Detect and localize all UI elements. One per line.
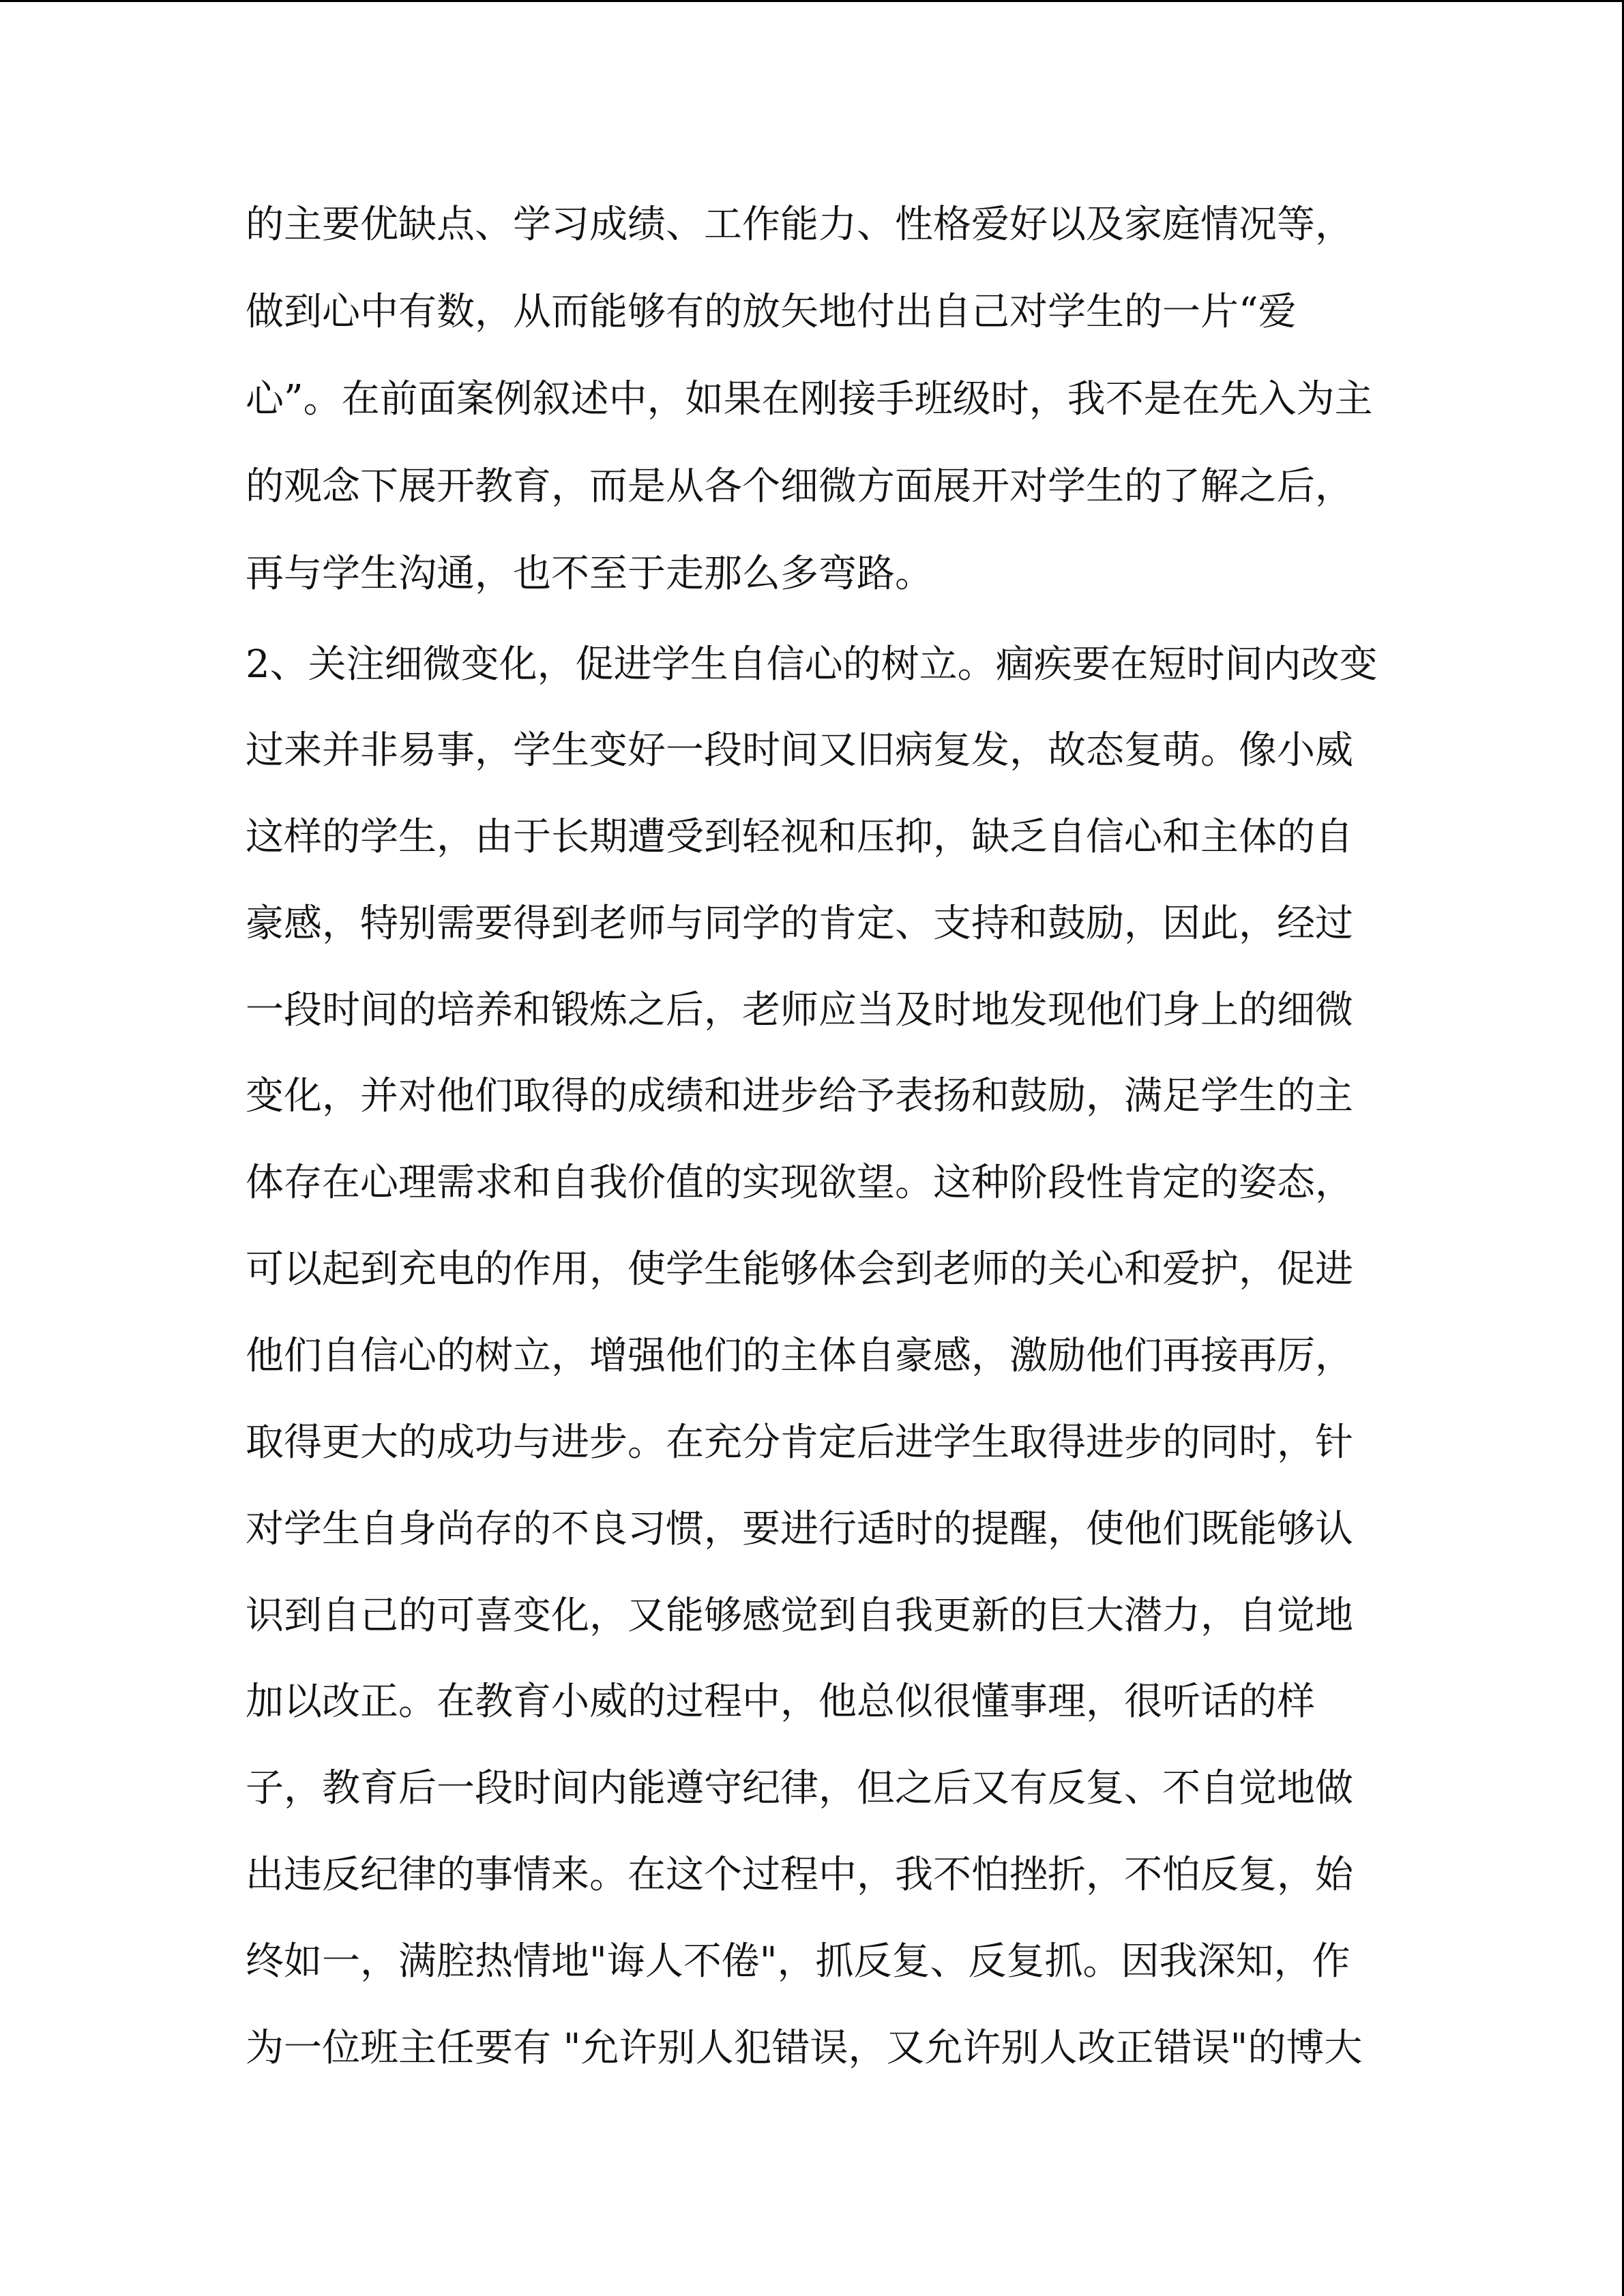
- text-line: 再与学生沟通，也不至于走那么多弯路。: [246, 552, 933, 596]
- text-line: 终如一，满腔热情地"诲人不倦"，抓反复、反复抓。因我深知，作: [246, 1939, 1350, 1984]
- text-line: 变化，并对他们取得的成绩和进步给予表扬和鼓励，满足学生的主: [246, 1074, 1353, 1118]
- text-line: 豪感，特别需要得到老师与同学的肯定、支持和鼓励，因此，经过: [246, 901, 1353, 946]
- text-line: 对学生自身尚存的不良习惯，要进行适时的提醒，使他们既能够认: [246, 1507, 1353, 1551]
- page-top-border: [0, 0, 1624, 2]
- text-line: 子，教育后一段时间内能遵守纪律，但之后又有反复、不自觉地做: [246, 1766, 1353, 1810]
- text-line: 体存在心理需求和自我价值的实现欲望。这种阶段性肯定的姿态，: [246, 1161, 1353, 1205]
- text-line: 2、关注细微变化，促进学生自信心的树立。痼疾要在短时间内改变: [246, 642, 1378, 687]
- text-line: 加以改正。在教育小威的过程中，他总似很懂事理，很听话的样: [246, 1680, 1315, 1724]
- text-line: 出违反纪律的事情来。在这个过程中，我不怕挫折，不怕反复，始: [246, 1853, 1353, 1897]
- text-line: 识到自己的可喜变化，又能够感觉到自我更新的巨大潜力，自觉地: [246, 1594, 1353, 1638]
- text-line: 过来并非易事，学生变好一段时间又旧病复发，故态复萌。像小威: [246, 728, 1353, 773]
- text-line: 为一位班主任要有 "允许别人犯错误，又允许别人改正错误"的博大: [246, 2026, 1363, 2070]
- text-line: 他们自信心的树立，增强他们的主体自豪感，激励他们再接再厉，: [246, 1334, 1353, 1378]
- text-line: 心”。在前面案例叙述中，如果在刚接手班级时，我不是在先入为主: [246, 377, 1373, 421]
- text-line: 一段时间的培养和锻炼之后，老师应当及时地发现他们身上的细微: [246, 988, 1353, 1032]
- text-line: 取得更大的成功与进步。在充分肯定后进学生取得进步的同时，针: [246, 1420, 1353, 1465]
- text-line: 可以起到充电的作用，使学生能够体会到老师的关心和爱护，促进: [246, 1247, 1353, 1292]
- text-line: 的观念下展开教育，而是从各个细微方面展开对学生的了解之后，: [246, 464, 1353, 509]
- text-line: 这样的学生，由于长期遭受到轻视和压抑，缺乏自信心和主体的自: [246, 815, 1353, 859]
- text-line: 的主要优缺点、学习成绩、工作能力、性格爱好以及家庭情况等，: [246, 203, 1353, 247]
- text-line: 做到心中有数，从而能够有的放矢地付出自己对学生的一片“爱: [246, 290, 1297, 334]
